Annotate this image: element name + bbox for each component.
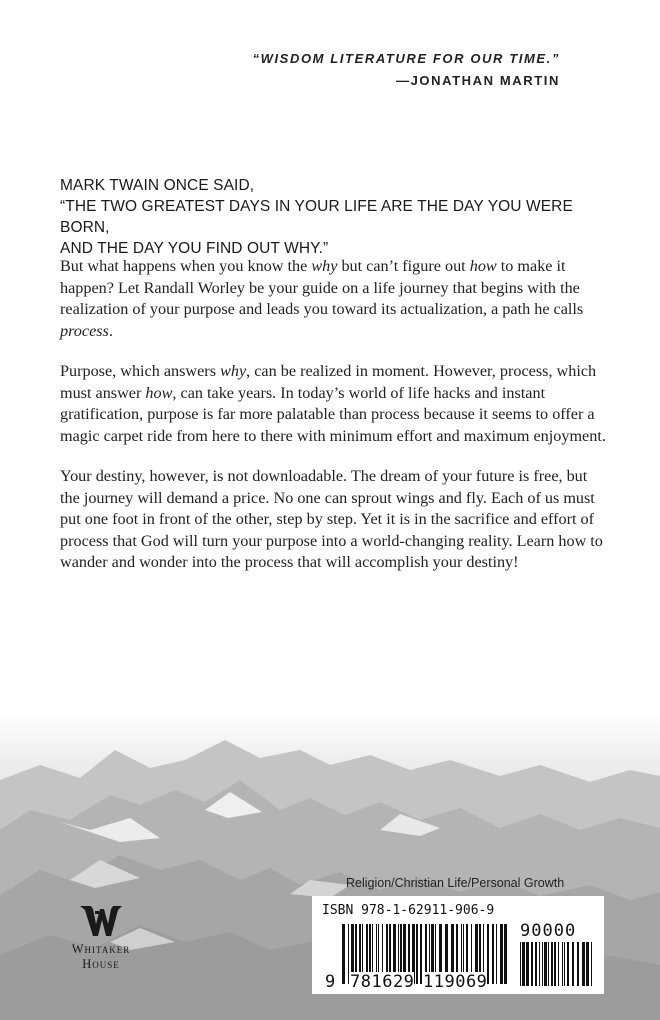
barcode (312, 896, 604, 994)
endorsement-quote: “WISDOM LITERATURE FOR OUR TIME.” (252, 51, 560, 66)
publisher-w-logo-icon (80, 906, 122, 936)
book-description (60, 256, 608, 593)
headline-line-2: “THE TWO GREATEST DAYS IN YOUR LIFE ARE THE DAY YOU WERE BORN, (60, 198, 573, 236)
barcode-digit-first: 9 (325, 972, 336, 992)
endorsement (253, 48, 561, 92)
headline-line-3: AND THE DAY YOU FIND OUT WHY.” (60, 240, 329, 257)
publisher-name-line-2: House (82, 957, 120, 971)
headline-quote (60, 175, 620, 259)
publisher-logo (66, 906, 136, 972)
isbn-label: ISBN 978-1-62911-906-9 (322, 903, 495, 918)
description-paragraph-3: Your destiny, however, is not downloadable. The dream of your future is free, but the journey will demand a price. No one can sprout wings and fly. Each of us must put one foot in front of the other, step by step. Yet it is in the sacrifice and effort of process that God will turn your purpose into a world-changing reality. Learn how to wander and wonder into the process that will accomplish your destiny! (60, 467, 603, 571)
publisher-name-line-1: Whitaker (71, 942, 131, 956)
price-barcode-bars (520, 942, 592, 986)
barcode-digits-left: 781629 (350, 972, 415, 992)
barcode-digits-right: 119069 (423, 972, 488, 992)
description-paragraph-1: But what happens when you know the why but can’t figure out how to make it happen? Let Randall Worley be your guide on a life journey that begins with the realization of your purpose and leads you toward its actualization, a path he calls process. (60, 257, 584, 340)
price-code: 90000 (520, 921, 577, 941)
headline-line-1: MARK TWAIN ONCE SAID, (60, 177, 255, 194)
category-label: Religion/Christian Life/Personal Growth (346, 876, 565, 890)
endorsement-author: —JONATHAN MARTIN (395, 73, 560, 88)
description-paragraph-2: Purpose, which answers why, can be realized in moment. However, process, which must answer how, can take years. In today’s world of life hacks and instant gratification, purpose is far more palatable than process because it seems to offer a magic carpet ride from here to there with minimum effort and maximum enjoyment. (60, 362, 606, 445)
